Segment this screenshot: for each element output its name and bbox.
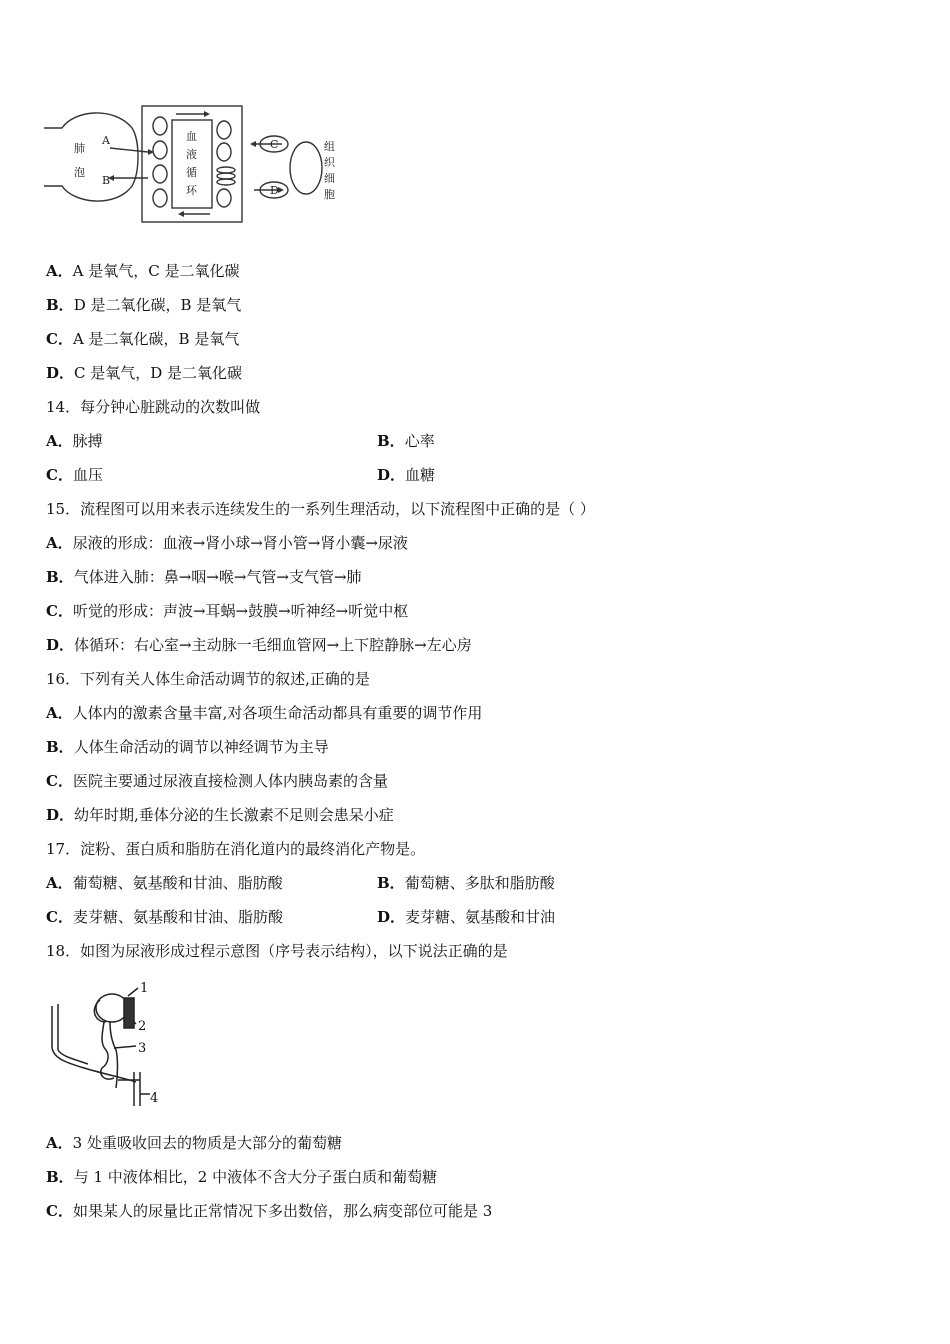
q13-option-b: B．D 是二氧化碳，B 是氧气: [46, 296, 242, 314]
nephron-label-2: 2: [138, 1019, 147, 1034]
q13-option-d: D．C 是氧气，D 是二氧化碳: [46, 364, 243, 382]
circulation-char-3: 循: [186, 166, 197, 179]
alveolus-label-2: 泡: [74, 166, 85, 179]
circulation-char-2: 液: [186, 148, 197, 161]
q16-option-b: B．人体生命活动的调节以神经调节为主导: [46, 738, 329, 756]
q18-option-a: A．3 处重吸收回去的物质是大部分的葡萄糖: [46, 1134, 342, 1152]
q17-option-a: A．葡萄糖、氨基酸和甘油、脂肪酸: [46, 874, 283, 892]
q13-option-a: A．A 是氧气，C 是二氧化碳: [46, 262, 240, 280]
label-d: D: [270, 184, 279, 197]
label-a: A: [102, 134, 110, 147]
q14-option-b: B．心率: [377, 432, 435, 450]
nephron-diagram: [44, 978, 164, 1113]
alveolus-label-1: 肺: [74, 142, 85, 155]
q18-option-c: C．如果某人的尿量比正常情况下多出数倍，那么病变部位可能是 3: [46, 1202, 493, 1220]
q16-option-d: D．幼年时期,垂体分泌的生长激素不足则会患呆小症: [46, 806, 394, 824]
gas-exchange-diagram: [44, 100, 340, 230]
q15-option-b: B．气体进入肺：鼻→咽→喉→气管→支气管→肺: [46, 568, 362, 586]
q15-option-a: A．尿液的形成：血液→肾小球→肾小管→肾小囊→尿液: [46, 534, 408, 552]
q18-option-b: B．与 1 中液体相比，2 中液体不含大分子蛋白质和葡萄糖: [46, 1168, 438, 1186]
q15-option-c: C．听觉的形成：声波→耳蜗→鼓膜→听神经→听觉中枢: [46, 602, 409, 620]
alveolus-shape: [44, 113, 138, 201]
label-b: B: [102, 174, 111, 187]
q18-stem: 18．如图为尿液形成过程示意图（序号表示结构），以下说法正确的是: [46, 942, 508, 960]
tissue-cell-shape: [290, 142, 322, 194]
q17-option-c: C．麦芽糖、氨基酸和甘油、脂肪酸: [46, 908, 283, 926]
tissue-char-3: 细: [324, 172, 335, 185]
q17-stem: 17．淀粉、蛋白质和脂肪在消化道内的最终消化产物是。: [46, 840, 426, 858]
label-c: C: [270, 138, 279, 151]
q15-stem: 15．流程图可以用来表示连续发生的一系列生理活动，以下流程图中正确的是（ ）: [46, 500, 595, 518]
q16-option-a: A．人体内的激素含量丰富,对各项生命活动都具有重要的调节作用: [46, 704, 483, 722]
q17-option-d: D．麦芽糖、氨基酸和甘油: [377, 908, 556, 926]
tissue-char-2: 织: [324, 156, 335, 169]
q14-stem: 14．每分钟心脏跳动的次数叫做: [46, 398, 261, 416]
tissue-char-4: 胞: [324, 188, 335, 201]
nephron-label-1: 1: [140, 981, 149, 996]
circulation-char-4: 环: [186, 184, 197, 197]
capillary-outer-box: [142, 106, 242, 222]
q17-option-b: B．葡萄糖、多肽和脂肪酸: [377, 874, 555, 892]
nephron-label-3: 3: [138, 1041, 147, 1056]
q16-option-c: C．医院主要通过尿液直接检测人体内胰岛素的含量: [46, 772, 388, 790]
tissue-char-1: 组: [324, 140, 335, 153]
q16-stem: 16．下列有关人体生命活动调节的叙述,正确的是: [46, 670, 370, 688]
q13-option-c: C．A 是二氧化碳，B 是氧气: [46, 330, 240, 348]
q14-option-c: C．血压: [46, 466, 103, 484]
q14-option-d: D．血糖: [377, 466, 436, 484]
q15-option-d: D．体循环：右心室→主动脉一毛细血管网→上下腔静脉→左心房: [46, 636, 472, 654]
q14-option-a: A．脉搏: [46, 432, 103, 450]
circulation-char-1: 血: [186, 130, 197, 143]
nephron-label-4: 4: [150, 1091, 159, 1106]
